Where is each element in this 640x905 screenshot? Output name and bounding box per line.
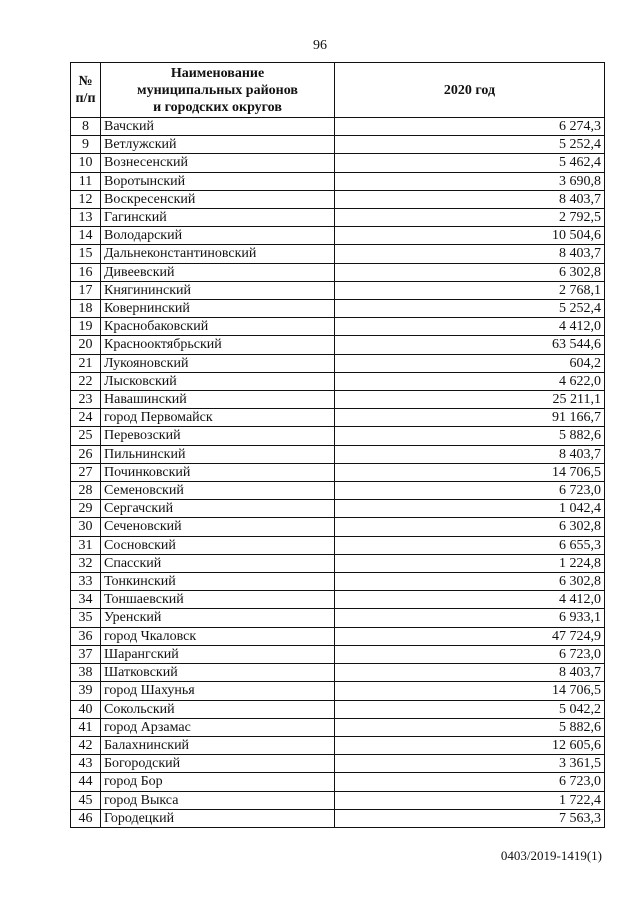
row-number: 36 (71, 627, 101, 645)
header-number-text: № п/п (75, 74, 96, 106)
municipality-name: Сергачский (101, 500, 335, 518)
row-number: 29 (71, 500, 101, 518)
municipality-name: город Первомайск (101, 409, 335, 427)
municipality-name: Шатковский (101, 664, 335, 682)
value-2020: 8 403,7 (335, 664, 605, 682)
municipality-name: Починковский (101, 463, 335, 481)
value-2020: 10 504,6 (335, 227, 605, 245)
table-row (71, 736, 605, 754)
table-row (71, 718, 605, 736)
value-2020: 4 622,0 (335, 372, 605, 390)
table-row (71, 700, 605, 718)
municipality-name: город Выкса (101, 791, 335, 809)
municipality-name: Лысковский (101, 372, 335, 390)
table-row (71, 409, 605, 427)
table-row (71, 172, 605, 190)
municipality-name: Богородский (101, 755, 335, 773)
table-row (71, 227, 605, 245)
value-2020: 8 403,7 (335, 445, 605, 463)
value-2020: 1 224,8 (335, 554, 605, 572)
header-year-text: 2020 год (443, 82, 496, 98)
row-number: 18 (71, 300, 101, 318)
row-number: 24 (71, 409, 101, 427)
value-2020: 3 690,8 (335, 172, 605, 190)
table-row (71, 281, 605, 299)
municipality-name: город Бор (101, 773, 335, 791)
row-number: 30 (71, 518, 101, 536)
municipality-name: Княгининский (101, 281, 335, 299)
table-row (71, 500, 605, 518)
municipality-name: город Арзамас (101, 718, 335, 736)
table-row (71, 536, 605, 554)
municipality-name: город Чкаловск (101, 627, 335, 645)
value-2020: 4 412,0 (335, 318, 605, 336)
table-row (71, 209, 605, 227)
table-header (71, 63, 605, 118)
municipality-name: Балахнинский (101, 736, 335, 754)
row-number: 26 (71, 445, 101, 463)
row-number: 46 (71, 809, 101, 827)
value-2020: 6 302,8 (335, 263, 605, 281)
row-number: 16 (71, 263, 101, 281)
municipality-name: Тоншаевский (101, 591, 335, 609)
row-number: 14 (71, 227, 101, 245)
municipality-name: Тонкинский (101, 573, 335, 591)
table-row (71, 445, 605, 463)
table-row (71, 354, 605, 372)
municipality-name: Сокольский (101, 700, 335, 718)
table-row (71, 609, 605, 627)
header-year (335, 63, 605, 118)
municipality-name: Дивеевский (101, 263, 335, 281)
table-row (71, 791, 605, 809)
value-2020: 14 706,5 (335, 463, 605, 481)
value-2020: 12 605,6 (335, 736, 605, 754)
row-number: 23 (71, 391, 101, 409)
table-row (71, 645, 605, 663)
value-2020: 91 166,7 (335, 409, 605, 427)
table-row (71, 300, 605, 318)
table-row (71, 391, 605, 409)
value-2020: 6 655,3 (335, 536, 605, 554)
value-2020: 25 211,1 (335, 391, 605, 409)
table-row (71, 773, 605, 791)
row-number: 20 (71, 336, 101, 354)
value-2020: 1 722,4 (335, 791, 605, 809)
value-2020: 5 882,6 (335, 427, 605, 445)
municipality-name: Навашинский (101, 391, 335, 409)
value-2020: 5 042,2 (335, 700, 605, 718)
value-2020: 604,2 (335, 354, 605, 372)
row-number: 41 (71, 718, 101, 736)
value-2020: 5 252,4 (335, 300, 605, 318)
value-2020: 8 403,7 (335, 245, 605, 263)
table-body (71, 118, 605, 828)
municipality-name: Спасский (101, 554, 335, 572)
table-row (71, 190, 605, 208)
value-2020: 6 723,0 (335, 773, 605, 791)
table-row (71, 518, 605, 536)
table-row (71, 591, 605, 609)
value-2020: 6 302,8 (335, 573, 605, 591)
row-number: 28 (71, 482, 101, 500)
table-row (71, 554, 605, 572)
allocation-table (70, 62, 605, 828)
table-row (71, 463, 605, 481)
table-row (71, 427, 605, 445)
value-2020: 63 544,6 (335, 336, 605, 354)
row-number: 42 (71, 736, 101, 754)
table-row (71, 118, 605, 136)
row-number: 39 (71, 682, 101, 700)
row-number: 43 (71, 755, 101, 773)
row-number: 13 (71, 209, 101, 227)
table-row (71, 755, 605, 773)
municipality-name: Дальнеконстантиновский (101, 245, 335, 263)
row-number: 17 (71, 281, 101, 299)
row-number: 21 (71, 354, 101, 372)
value-2020: 5 252,4 (335, 136, 605, 154)
municipality-name: Краснобаковский (101, 318, 335, 336)
header-name-text: Наименование муниципальных районов и городских округов (137, 65, 298, 115)
table-row (71, 627, 605, 645)
table-row (71, 664, 605, 682)
municipality-name: Вознесенский (101, 154, 335, 172)
row-number: 15 (71, 245, 101, 263)
header-name (101, 63, 335, 118)
table-row (71, 154, 605, 172)
row-number: 8 (71, 118, 101, 136)
value-2020: 47 724,9 (335, 627, 605, 645)
municipality-name: Сеченовский (101, 518, 335, 536)
row-number: 19 (71, 318, 101, 336)
table-row (71, 809, 605, 827)
municipality-name: Городецкий (101, 809, 335, 827)
table-row (71, 245, 605, 263)
municipality-name: Семеновский (101, 482, 335, 500)
municipality-name: Воротынский (101, 172, 335, 190)
row-number: 25 (71, 427, 101, 445)
row-number: 22 (71, 372, 101, 390)
document-code: 0403/2019-1419(1) (500, 848, 602, 863)
table-row (71, 573, 605, 591)
value-2020: 6 274,3 (335, 118, 605, 136)
row-number: 34 (71, 591, 101, 609)
value-2020: 6 933,1 (335, 609, 605, 627)
value-2020: 5 882,6 (335, 718, 605, 736)
municipality-name: Сосновский (101, 536, 335, 554)
row-number: 31 (71, 536, 101, 554)
row-number: 40 (71, 700, 101, 718)
value-2020: 1 042,4 (335, 500, 605, 518)
table-row (71, 336, 605, 354)
municipality-name: Володарский (101, 227, 335, 245)
value-2020: 6 302,8 (335, 518, 605, 536)
municipality-name: Вачский (101, 118, 335, 136)
municipality-name: Ковернинский (101, 300, 335, 318)
municipality-name: Лукояновский (101, 354, 335, 372)
value-2020: 2 768,1 (335, 281, 605, 299)
table-row (71, 682, 605, 700)
value-2020: 6 723,0 (335, 645, 605, 663)
value-2020: 8 403,7 (335, 190, 605, 208)
row-number: 33 (71, 573, 101, 591)
value-2020: 6 723,0 (335, 482, 605, 500)
municipality-name: Гагинский (101, 209, 335, 227)
value-2020: 4 412,0 (335, 591, 605, 609)
table-row (71, 263, 605, 281)
municipality-name: Ветлужский (101, 136, 335, 154)
row-number: 37 (71, 645, 101, 663)
row-number: 35 (71, 609, 101, 627)
municipality-name: Перевозский (101, 427, 335, 445)
value-2020: 2 792,5 (335, 209, 605, 227)
value-2020: 7 563,3 (335, 809, 605, 827)
page-number: 96 (313, 38, 327, 53)
row-number: 44 (71, 773, 101, 791)
row-number: 38 (71, 664, 101, 682)
table-row (71, 482, 605, 500)
value-2020: 14 706,5 (335, 682, 605, 700)
table-row (71, 136, 605, 154)
value-2020: 3 361,5 (335, 755, 605, 773)
row-number: 11 (71, 172, 101, 190)
row-number: 45 (71, 791, 101, 809)
header-number (71, 63, 101, 118)
row-number: 9 (71, 136, 101, 154)
row-number: 10 (71, 154, 101, 172)
table-row (71, 372, 605, 390)
value-2020: 5 462,4 (335, 154, 605, 172)
municipality-name: Шарангский (101, 645, 335, 663)
municipality-name: Пильнинский (101, 445, 335, 463)
row-number: 27 (71, 463, 101, 481)
table-row (71, 318, 605, 336)
municipality-name: Краснооктябрьский (101, 336, 335, 354)
municipality-name: Воскресенский (101, 190, 335, 208)
municipality-name: город Шахунья (101, 682, 335, 700)
municipality-name: Уренский (101, 609, 335, 627)
row-number: 32 (71, 554, 101, 572)
row-number: 12 (71, 190, 101, 208)
